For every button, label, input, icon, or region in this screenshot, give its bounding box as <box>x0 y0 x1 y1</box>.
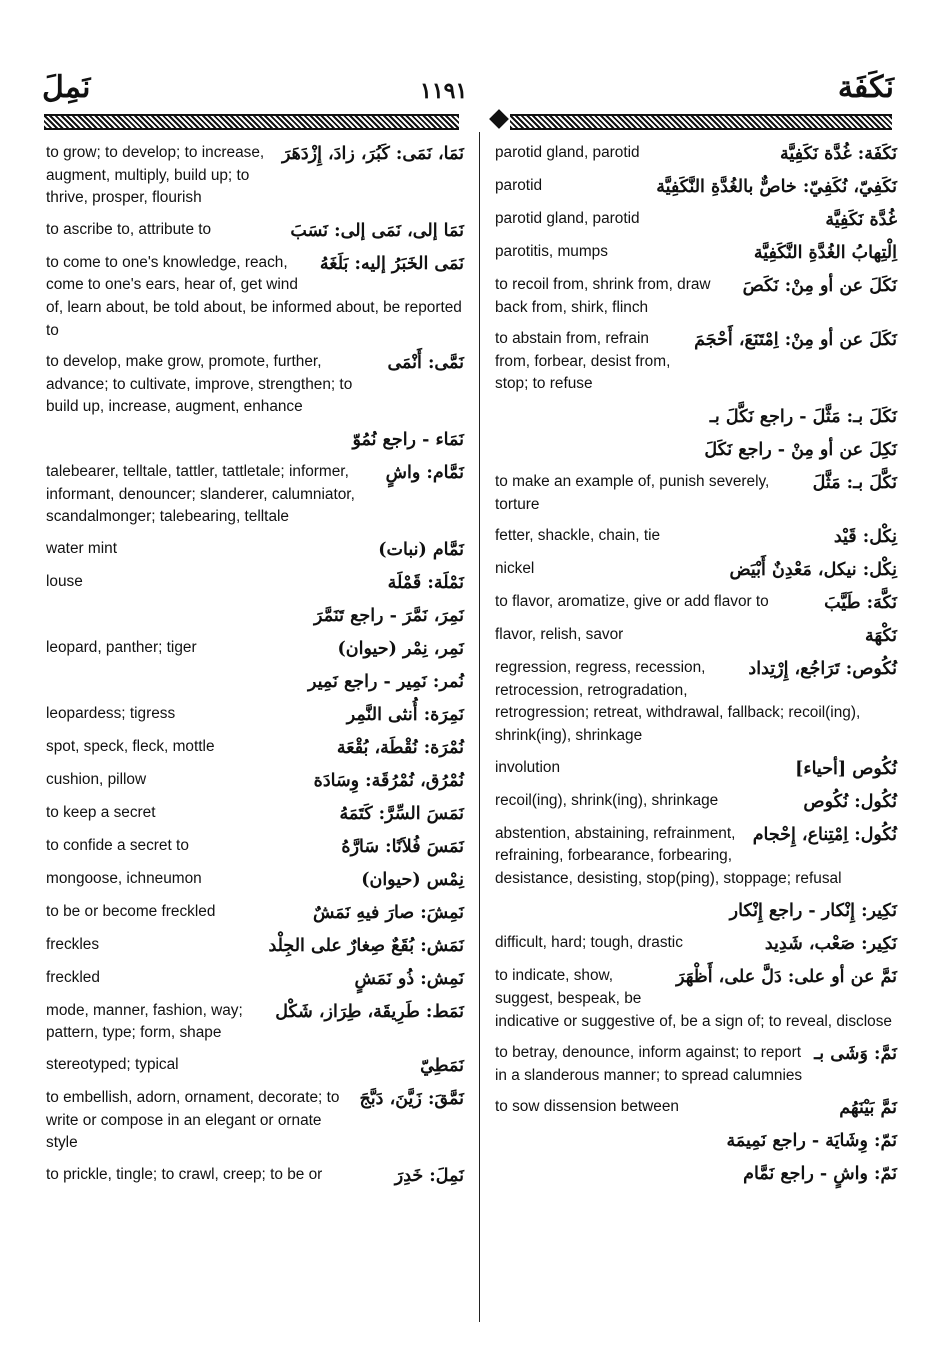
arabic-headword: نَمَّام (نبات) <box>378 539 464 560</box>
arabic-headword: نَكَّلَ بـ: مَثَّلَ <box>812 472 897 493</box>
dictionary-entry <box>46 538 464 562</box>
arabic-headword: نَمَّقَ: زَيَّنَ، دَبَّجَ <box>359 1088 464 1109</box>
dictionary-entry <box>495 965 897 1033</box>
english-definition: parotid gland, parotid <box>495 210 640 227</box>
arabic-headword: نَمَاء - راجع نُمُوّ <box>352 429 464 450</box>
english-definition: to be or become freckled <box>46 902 216 920</box>
dictionary-entry <box>46 703 464 727</box>
english-definition: to abstain from, refrain from, forbear, desist from, stop; to refuse <box>495 330 671 393</box>
arabic-headword: نَمِر، نِمْر (حيوان) <box>337 638 464 659</box>
dictionary-entry <box>46 1087 464 1155</box>
dictionary-entry <box>495 1042 897 1087</box>
dictionary-entry <box>495 932 897 956</box>
left-guide-word: نَمِلَ <box>42 71 91 104</box>
arabic-headword: نَمَى الخَبَرُ إليه: بَلَغَهُ <box>319 253 464 274</box>
english-definition: mode, manner, fashion, way; pattern, type; form, shape <box>46 1001 243 1042</box>
english-definition: freckles <box>46 935 100 953</box>
dictionary-entry <box>495 757 897 781</box>
english-definition: talebearer, telltale, tattler, tattletale; informer, informant, denouncer; slanderer, calumniator, scandalmonger; talebearing, telltale <box>46 462 355 526</box>
english-definition: cushion, pillow <box>46 770 147 788</box>
english-definition: to make an example of, punish severely, torture <box>495 472 770 513</box>
english-definition: to confide a secret to <box>46 836 189 854</box>
arabic-headword: نِكْل: نيكل، مَعْدِنٌ أَبْيَض <box>729 560 897 581</box>
arabic-headword: نَمَش: بُقَعٌ صِغارٌ على الجِلْد <box>268 935 464 956</box>
english-definition: involution <box>495 758 561 776</box>
dictionary-entry <box>46 637 464 661</box>
arabic-headword: نَمّ: وِشَايَة - راجع نَمِيمَة <box>726 1131 897 1152</box>
dictionary-entry <box>495 657 897 747</box>
page-header <box>0 70 936 110</box>
dictionary-entry <box>495 899 897 923</box>
arabic-headword: نَمّ: واشٍ - راجع نَمَّام <box>743 1164 897 1185</box>
english-definition: to embellish, adorn, ornament, decorate; to write or compose in an elegant or ornate style <box>46 1088 340 1152</box>
english-definition: to ascribe to, attribute to <box>46 220 212 238</box>
english-definition: to recoil from, shrink from, draw back from, shirk, flinch <box>495 276 711 316</box>
english-definition: recoil(ing), shrink(ing), shrinkage <box>495 791 719 809</box>
arabic-headword: نَمِشَ: صارَ فيهِ نَمَشٌ <box>312 902 464 923</box>
arabic-headword: نُكُوص [أحياء] <box>795 758 897 779</box>
arabic-headword: نَكَّهَ: طَيَّبَ <box>824 593 897 614</box>
dictionary-entry <box>495 274 897 319</box>
arabic-headword: نُكُول: نُكُوص <box>803 791 897 812</box>
dictionary-entry <box>46 967 464 991</box>
english-definition: freckled <box>46 968 100 986</box>
english-definition: louse <box>46 572 83 590</box>
arabic-headword: نَمِرَ، نَمَّرَ - راجع تَنَمَّرَ <box>314 605 464 626</box>
dictionary-entry <box>495 142 897 166</box>
arabic-headword: نَمْلَة: قَمْلَة <box>387 572 464 593</box>
english-definition: mongoose, ichneumon <box>46 869 202 887</box>
arabic-headword: نِكْل: قَيْد <box>833 527 897 548</box>
dictionary-entry <box>46 351 464 419</box>
english-definition: to keep a secret <box>46 803 156 821</box>
arabic-headword: نَمَّام: واشٍ <box>385 462 464 483</box>
arabic-headword: نَكَفَة: غُدَّة نَكَفِيَّة <box>780 144 897 164</box>
arabic-headword: نَكَلَ بـ: مَثَّلَ - راجع نَكَّلَ بـ <box>709 406 897 427</box>
arabic-headword: اِلْتِهابُ الغُدَّةِ النَّكَفِيَّة <box>753 243 897 263</box>
english-definition: to develop, make grow, promote, further, advance; to cultivate, improve, strengthen; to build up, increase, augment, enhance <box>46 353 353 416</box>
dictionary-entry <box>46 670 464 694</box>
dictionary-entry <box>46 802 464 826</box>
arabic-headword: نُكُول: اِمْتِناع، إِحْجام <box>752 824 897 845</box>
arabic-headword: نُمْرُق، نُمْرُقَة: وِسَادَة <box>313 770 464 791</box>
english-definition: spot, speck, fleck, mottle <box>46 737 215 755</box>
arabic-headword: نَمَّ: وَشَى بـ <box>814 1044 897 1065</box>
english-definition: parotid <box>495 177 543 194</box>
english-definition: parotitis, mumps <box>495 243 608 260</box>
arabic-headword: نَكَلَ عن أو مِنْ: نَكَصَ <box>742 276 897 296</box>
dictionary-entry <box>495 1162 897 1186</box>
arabic-headword: نَكَفِيّ، نُكَفِيّ: خاصٌّ بالغُدَّةِ النَّكَفِيَّة <box>656 177 897 197</box>
english-definition: to sow dissension between <box>495 1098 679 1116</box>
arabic-headword: نَكِير: إِنْكار - راجع إِنْكار <box>729 901 897 922</box>
english-definition: to prickle, tingle; to crawl, creep; to be or <box>46 1165 323 1183</box>
arabic-headword: نَكِير: صَعْب، شَدِيد <box>764 934 897 955</box>
dictionary-entry <box>46 142 464 210</box>
dictionary-entry <box>495 591 897 615</box>
arabic-headword: نَكَلَ عن أو مِنْ: اِمْتَنَعَ، أَحْجَمَ <box>694 330 897 351</box>
dictionary-entry <box>46 835 464 859</box>
dictionary-entry <box>495 790 897 814</box>
dictionary-entry <box>495 175 897 199</box>
dictionary-entry <box>46 604 464 628</box>
english-definition: stereotyped; typical <box>46 1055 179 1073</box>
dictionary-entry <box>495 624 897 648</box>
arabic-headword: نَكِلَ عن أو مِنْ - راجع نَكَلَ <box>704 439 897 460</box>
arabic-headword: نَمِلَ: خَدِرَ <box>394 1165 464 1186</box>
arabic-headword: نَمَّ بَيْنَهُم <box>839 1098 897 1119</box>
dictionary-entry <box>495 405 897 429</box>
arabic-headword: نَمَط: طَرِيقَة، طِرَاز، شَكْل <box>275 1001 464 1022</box>
arabic-headword: نَمَطِيّ <box>420 1055 464 1076</box>
english-definition: to come to one's knowledge, reach, come to one's ears, hear of, get wind of, learn about, be told about, be informed about, be reported to <box>46 253 462 339</box>
header-rule-right <box>510 114 892 130</box>
column-divider <box>479 132 480 1322</box>
dictionary-entry <box>495 525 897 549</box>
english-definition: water mint <box>46 539 117 557</box>
english-definition: leopard, panther; tiger <box>46 638 197 656</box>
english-definition: parotid gland, parotid <box>495 144 640 161</box>
dictionary-entry <box>46 461 464 529</box>
english-definition: regression, regress, recession, retrocession, retrogradation, retrogression; retreat, withdrawal, fallback; recoil(ing), shrink(ing), shrinkage <box>495 659 861 744</box>
arabic-headword: نَكْهَة <box>865 626 897 647</box>
dictionary-entry <box>495 1096 897 1120</box>
dictionary-entry <box>46 1054 464 1078</box>
english-definition: to flavor, aromatize, give or add flavor to <box>495 593 769 611</box>
english-definition: leopardess; tigress <box>46 704 176 722</box>
arabic-headword: نَمَسَ السِّرَّ: كَتَمَهُ <box>339 803 464 824</box>
arabic-headword: نَمِش: ذُو نَمَشٍ <box>354 968 464 989</box>
english-definition: difficult, hard; tough, drastic <box>495 934 683 952</box>
english-definition: to indicate, show, suggest, bespeak, be indicative or suggestive of, be a sign of; to reveal, disclose <box>495 967 892 1030</box>
dictionary-entry <box>495 1129 897 1153</box>
arabic-headword: نَمَا، نَمَى: كَبُرَ، زادَ، إِزْدَهَرَ <box>281 144 464 164</box>
dictionary-entry <box>46 736 464 760</box>
dictionary-entry <box>46 252 464 342</box>
arabic-headword: نِمْس (حيوان) <box>361 869 464 890</box>
arabic-headword: نَمَسَ فُلاَنًا: سَارَّهُ <box>341 836 464 857</box>
english-definition: fetter, shackle, chain, tie <box>495 527 661 545</box>
dictionary-entry <box>46 868 464 892</box>
arabic-headword: نُكُوص: تَرَاجُع، إِرْتِداد <box>748 659 897 680</box>
english-definition: to betray, denounce, inform against; to report in a slanderous manner; to spread calumnies <box>495 1044 803 1084</box>
header-diamond <box>489 109 509 129</box>
dictionary-entry <box>46 1164 464 1188</box>
arabic-headword: نَمَا إلى، نَمَى إلى: نَسَبَ <box>290 220 464 241</box>
arabic-headword: غُدَّة نَكَفِيَّة <box>825 210 897 230</box>
right-guide-word: نَكَفَة <box>837 71 894 104</box>
dictionary-entry <box>46 769 464 793</box>
dictionary-entry <box>46 571 464 595</box>
dictionary-entry <box>495 823 897 891</box>
dictionary-entry <box>46 219 464 243</box>
dictionary-entry <box>495 328 897 396</box>
dictionary-entry <box>495 208 897 232</box>
english-definition: flavor, relish, savor <box>495 626 624 644</box>
dictionary-entry <box>46 901 464 925</box>
right-column <box>495 142 897 1195</box>
english-definition: abstention, abstaining, refrainment, refraining, forbearance, forbearing, desistance, desisting, stop(ping), stoppage; refusal <box>495 824 842 887</box>
page-number: ١١٩١ <box>420 78 468 103</box>
header-rule-left <box>44 114 459 130</box>
dictionary-entry <box>46 1000 464 1045</box>
dictionary-entry <box>495 471 897 516</box>
english-definition: to grow; to develop; to increase, augment, multiply, build up; to thrive, prosper, flourish <box>46 144 265 207</box>
dictionary-entry <box>495 438 897 462</box>
dictionary-entry <box>46 428 464 452</box>
arabic-headword: نَمِرَة: أُنثى النَّمِر <box>346 704 464 725</box>
arabic-headword: نُمْرَة: نُقْطَة، بُقْعَة <box>336 737 464 758</box>
arabic-headword: نَمَّ عن أو على: دَلَّ على، أَظْهَرَ <box>676 967 897 988</box>
dictionary-entry <box>495 558 897 582</box>
arabic-headword: نُمر: نَمِير - راجع نَمِير <box>307 671 464 692</box>
english-definition: nickel <box>495 560 535 578</box>
dictionary-entry <box>46 934 464 958</box>
dictionary-entry <box>495 241 897 265</box>
left-column <box>46 142 464 1197</box>
arabic-headword: نَمَّى: أَنْمَى <box>387 353 464 374</box>
